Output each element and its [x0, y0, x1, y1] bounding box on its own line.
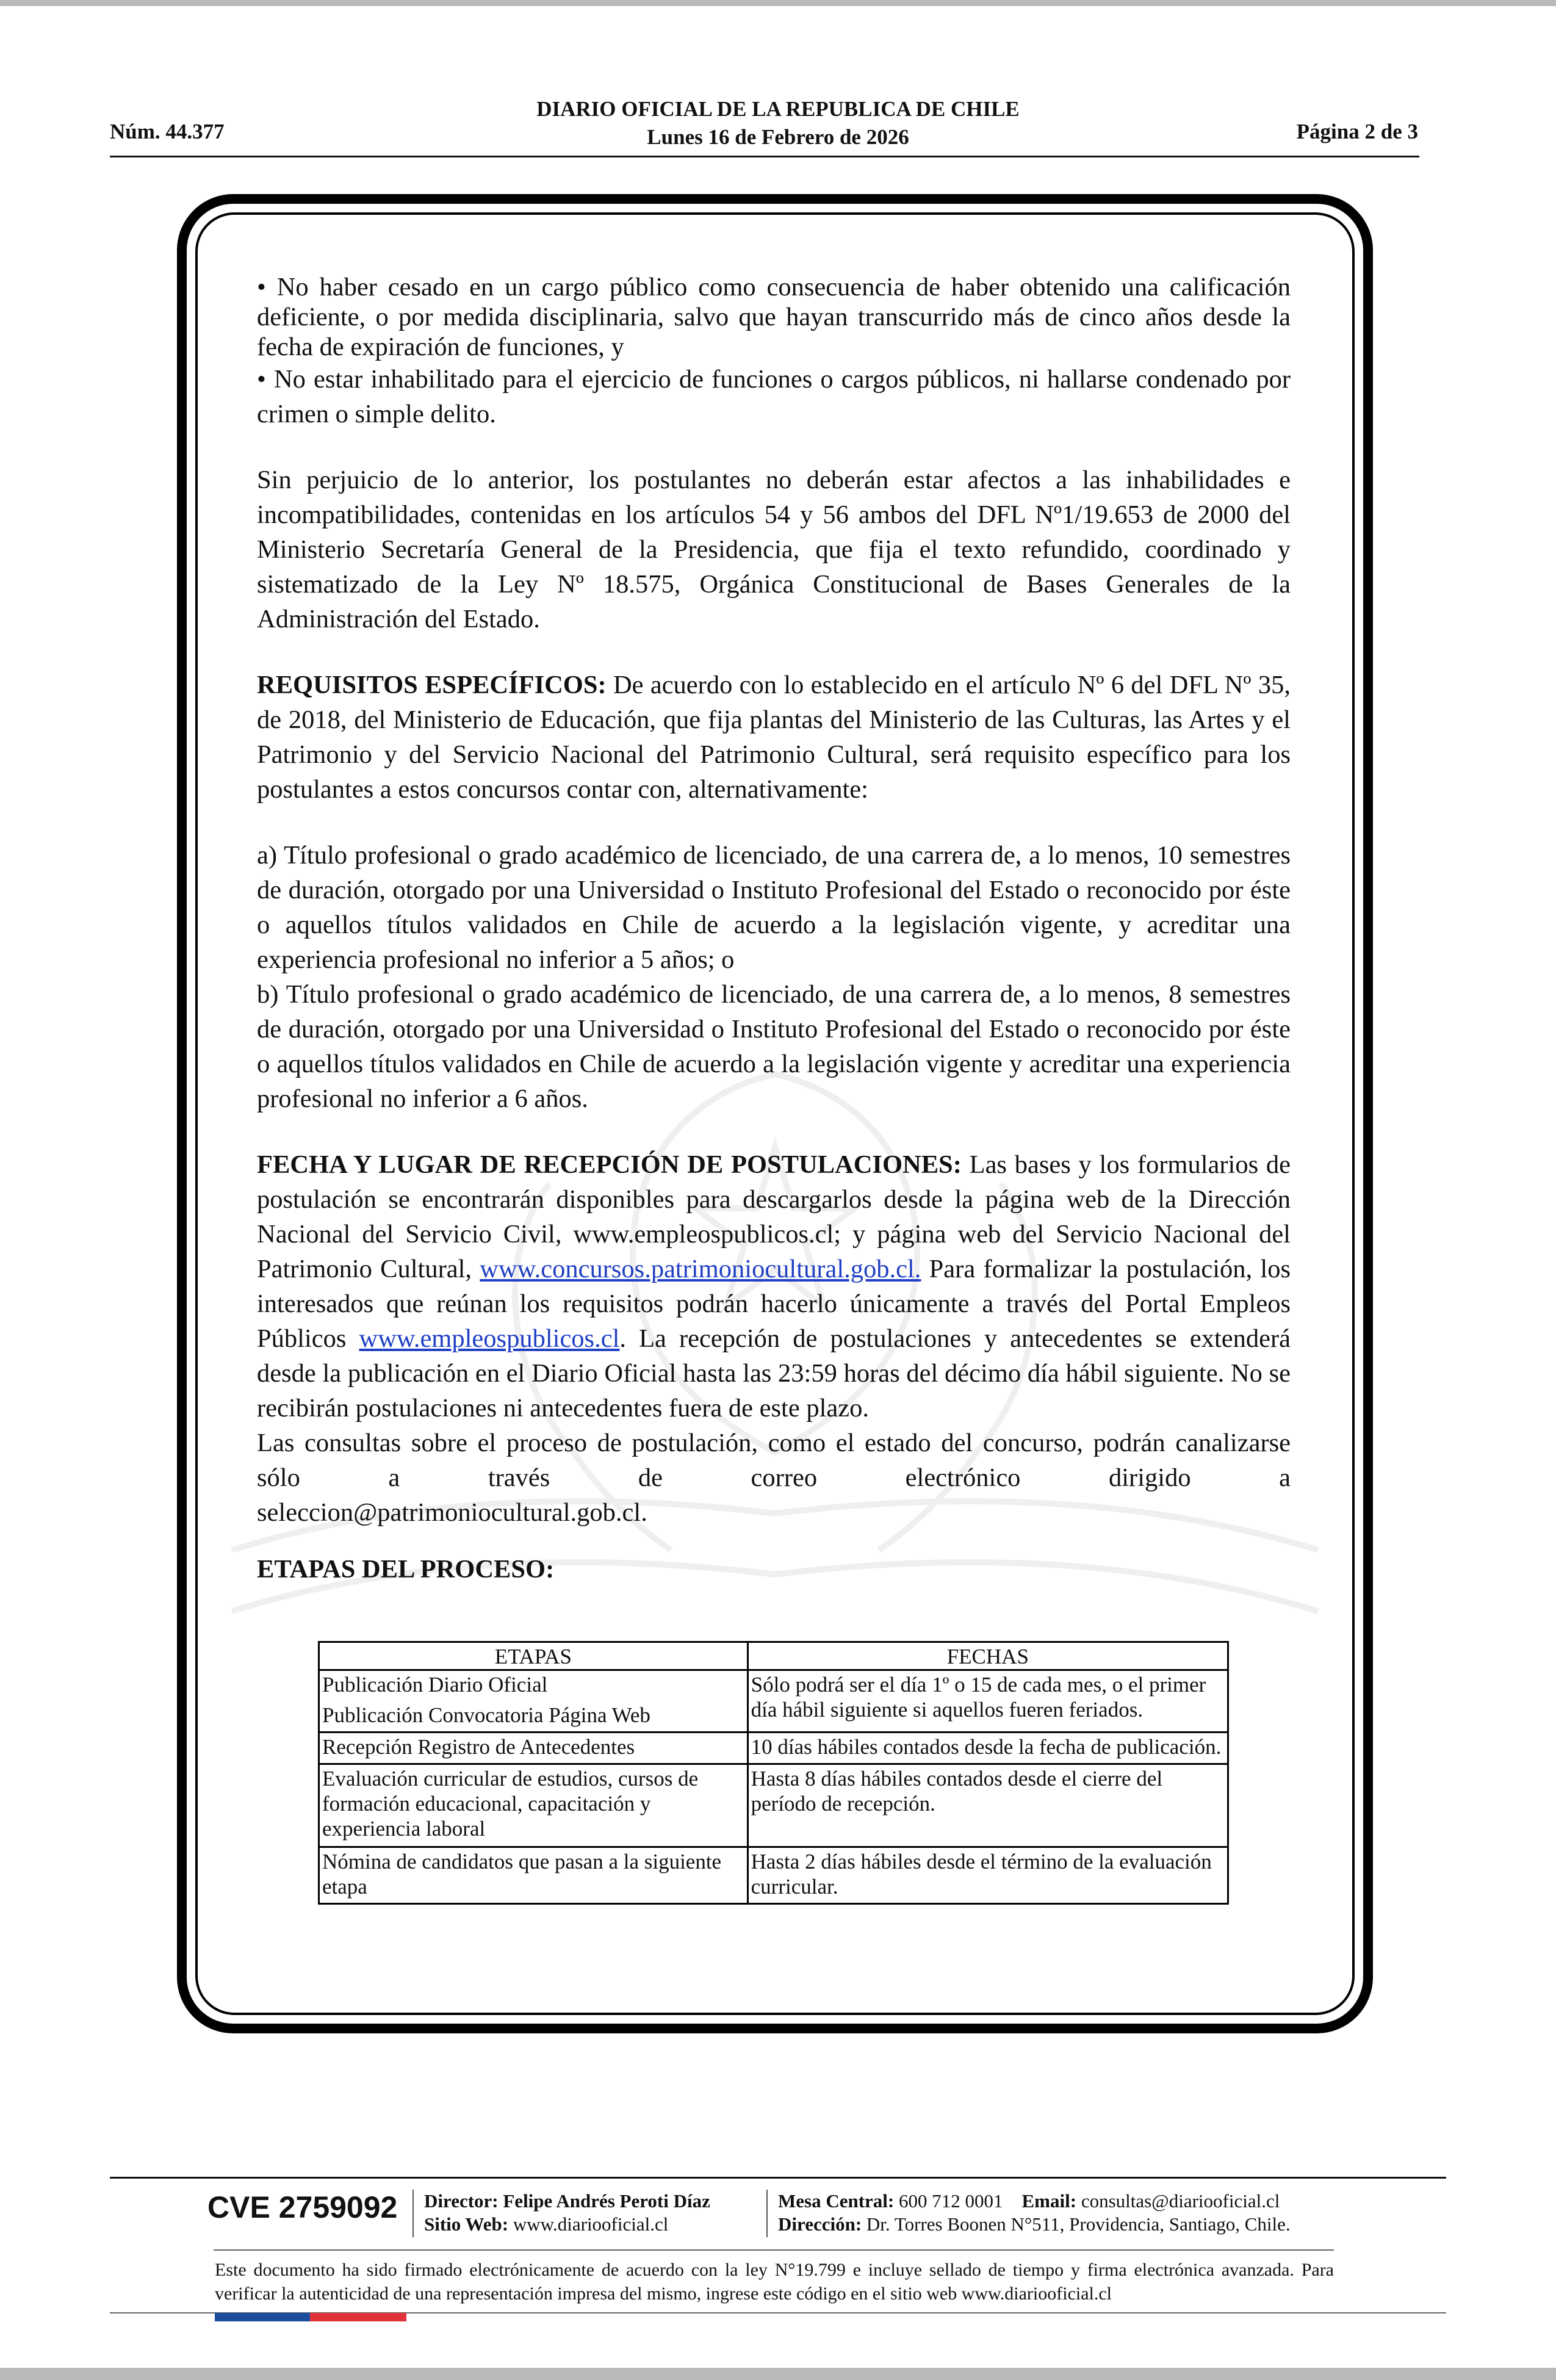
email-label: Email: [1021, 2190, 1077, 2212]
link-concursos[interactable]: www.concursos.patrimoniocultural.gob.cl. [480, 1255, 921, 1283]
page-top-edge [0, 0, 1556, 6]
footer-director-block [424, 2190, 710, 2236]
etapa-line: Publicación Convocatoria Página Web [322, 1703, 650, 1727]
fecha-cell: Hasta 8 días hábiles contados desde el cierre del período de recepción. [747, 1764, 1228, 1847]
mesa-label: Mesa Central: [778, 2190, 895, 2212]
address: Dr. Torres Boonen N°511, Providencia, Santiago, Chile. [866, 2213, 1291, 2235]
cve-code: CVE 2759092 [207, 2190, 398, 2224]
contact-email[interactable]: consultas@diariooficial.cl [1081, 2190, 1280, 2212]
document-body [257, 272, 1291, 1587]
column-header-fechas: FECHAS [747, 1642, 1228, 1670]
fecha-cell: Sólo podrá ser el día 1º o 15 de cada mes, o el primer día hábil siguiente si aquellos fueren feriados. [747, 1670, 1228, 1733]
fecha-text: Para formalizar la postulación, los interesados que reúnan los requisitos podrán hacerlo únicamente a través del Portal Empleos Públicos [257, 1255, 1291, 1353]
section-heading-fecha: FECHA Y LUGAR DE RECEPCIÓN DE POSTULACIONES: [257, 1150, 962, 1179]
footer-separator [412, 2190, 414, 2237]
etapa-cell [319, 1670, 748, 1733]
requirement-item-b: b) Título profesional o grado académico de licenciado, de una carrera de, a lo menos, 8 semestres de duración, otorgado por una Universidad o Instituto Profesional del Estado o reconocido por éste o aquellos títulos validados en Chile de acuerdo a la legislación vigente y acreditar una experiencia profesional no inferior a 6 años. [257, 980, 1291, 1113]
web-url[interactable]: www.diariooficial.cl [513, 2213, 669, 2235]
table-row [319, 1670, 1228, 1733]
footer-separator [766, 2190, 768, 2237]
table-row [319, 1764, 1228, 1847]
paragraph-requisitos [257, 668, 1291, 807]
table-row [319, 1847, 1228, 1904]
publication-title: DIARIO OFICIAL DE LA REPUBLICA DE CHILE [536, 97, 1020, 121]
fecha-text: . La recepción de postulaciones y antecedentes se extenderá desde la publicación en el Diario Oficial hasta las 23:59 horas del décimo día hábil siguiente. No se recibirán postulaciones ni antecedentes fuera de este plazo. [257, 1324, 1291, 1423]
mesa-phone: 600 712 0001 [899, 2190, 1003, 2212]
section-heading-etapas: ETAPAS DEL PROCESO: [257, 1555, 555, 1584]
web-label: Sitio Web: [424, 2213, 509, 2235]
footer-rule [110, 2177, 1446, 2179]
paragraph-fecha-lugar [257, 1147, 1291, 1426]
footer-divider [214, 2249, 1334, 2251]
fecha-text: Las bases y los formularios de postulación se encontrarán disponibles para descargarlos desde la página web de la Dirección Nacional del Servicio Civil, www.empleospublicos.cl; y página web del Servicio Nacional del Patrimonio Cultural, [257, 1150, 1291, 1283]
etapa-line: Publicación Diario Oficial [322, 1673, 548, 1697]
signature-note: Este documento ha sido firmado electrónicamente de acuerdo con la ley N°19.799 e incluye sellado de tiempo y firma electrónica avanzada. Para verificar la autenticidad de una representación impresa del mismo, ingrese este código en el sitio web www.diariooficial.cl [215, 2260, 1334, 2304]
paragraph-inhabilidades: Sin perjuicio de lo anterior, los postulantes no deberán estar afectos a las inhabilidades e incompatibilidades, contenidas en los artículos 54 y 56 ambos del DFL Nº1/19.653 de 2000 del Ministerio Secretaría General de la Presidencia, que fija el texto refundido, coordinado y sistematizado de la Ley Nº 18.575, Orgánica Constitucional de Bases Generales de la Administración del Estado. [257, 466, 1291, 633]
director-label: Director: [424, 2190, 499, 2212]
publication-date: Lunes 16 de Febrero de 2026 [647, 125, 909, 149]
etapa-cell: Evaluación curricular de estudios, cursos de formación educacional, capacitación y experiencia laboral [319, 1764, 748, 1847]
footer-contact-block [778, 2190, 1291, 2236]
requisitos-text: De acuerdo con lo establecido en el artículo Nº 6 del DFL Nº 35, de 2018, del Ministerio de Educación, que fija plantas del Ministerio de las Culturas, las Artes y el Patrimonio y del Servicio Nacional del Patrimonio Cultural, será requisito específico para los postulantes a estos concursos contar con, alternativamente: [257, 671, 1291, 804]
paragraph-consultas: Las consultas sobre el proceso de postulación, como el estado del concurso, podrán canalizarse sólo a través de correo electrónico dirigido a [257, 1429, 1291, 1492]
page-indicator: Página 2 de 3 [1296, 120, 1418, 143]
etapas-table [318, 1641, 1229, 1905]
flag-bar-red [310, 2313, 406, 2321]
address-label: Dirección: [778, 2213, 862, 2235]
link-empleospublicos[interactable]: www.empleospublicos.cl [359, 1324, 620, 1353]
consultas-email: seleccion@patrimoniocultural.gob.cl. [257, 1498, 647, 1527]
etapa-cell: Recepción Registro de Antecedentes [319, 1733, 748, 1764]
flag-bar-blue [215, 2313, 310, 2321]
fecha-cell: Hasta 2 días hábiles desde el término de la evaluación curricular. [747, 1847, 1228, 1904]
fecha-cell: 10 días hábiles contados desde la fecha de publicación. [747, 1733, 1228, 1764]
page-bottom-edge [0, 2368, 1556, 2380]
etapa-cell: Nómina de candidatos que pasan a la siguiente etapa [319, 1847, 748, 1904]
director-name: Felipe Andrés Peroti Díaz [503, 2190, 710, 2212]
table-row [319, 1733, 1228, 1764]
requirement-bullet: • No haber cesado en un cargo público como consecuencia de haber obtenido una calificación deficiente, o por medida disciplinaria, salvo que hayan transcurrido más de cinco años desde la fecha de expiración de funciones, y [257, 273, 1291, 361]
issue-number: Núm. 44.377 [110, 120, 225, 143]
header-rule [110, 156, 1419, 157]
requirement-item-a: a) Título profesional o grado académico de licenciado, de una carrera de, a lo menos, 10 semestres de duración, otorgado por una Universidad o Instituto Profesional del Estado o reconocido por éste o aquellos títulos validados en Chile de acuerdo a la legislación vigente, y acreditar una experiencia profesional no inferior a 5 años; o [257, 841, 1291, 974]
requirement-bullet: • No estar inhabilitado para el ejercicio de funciones o cargos públicos, ni hallarse condenado por crimen o simple delito. [257, 365, 1291, 428]
table-header-row [319, 1642, 1228, 1670]
column-header-etapas: ETAPAS [319, 1642, 748, 1670]
section-heading-requisitos: REQUISITOS ESPECÍFICOS: [257, 671, 607, 699]
